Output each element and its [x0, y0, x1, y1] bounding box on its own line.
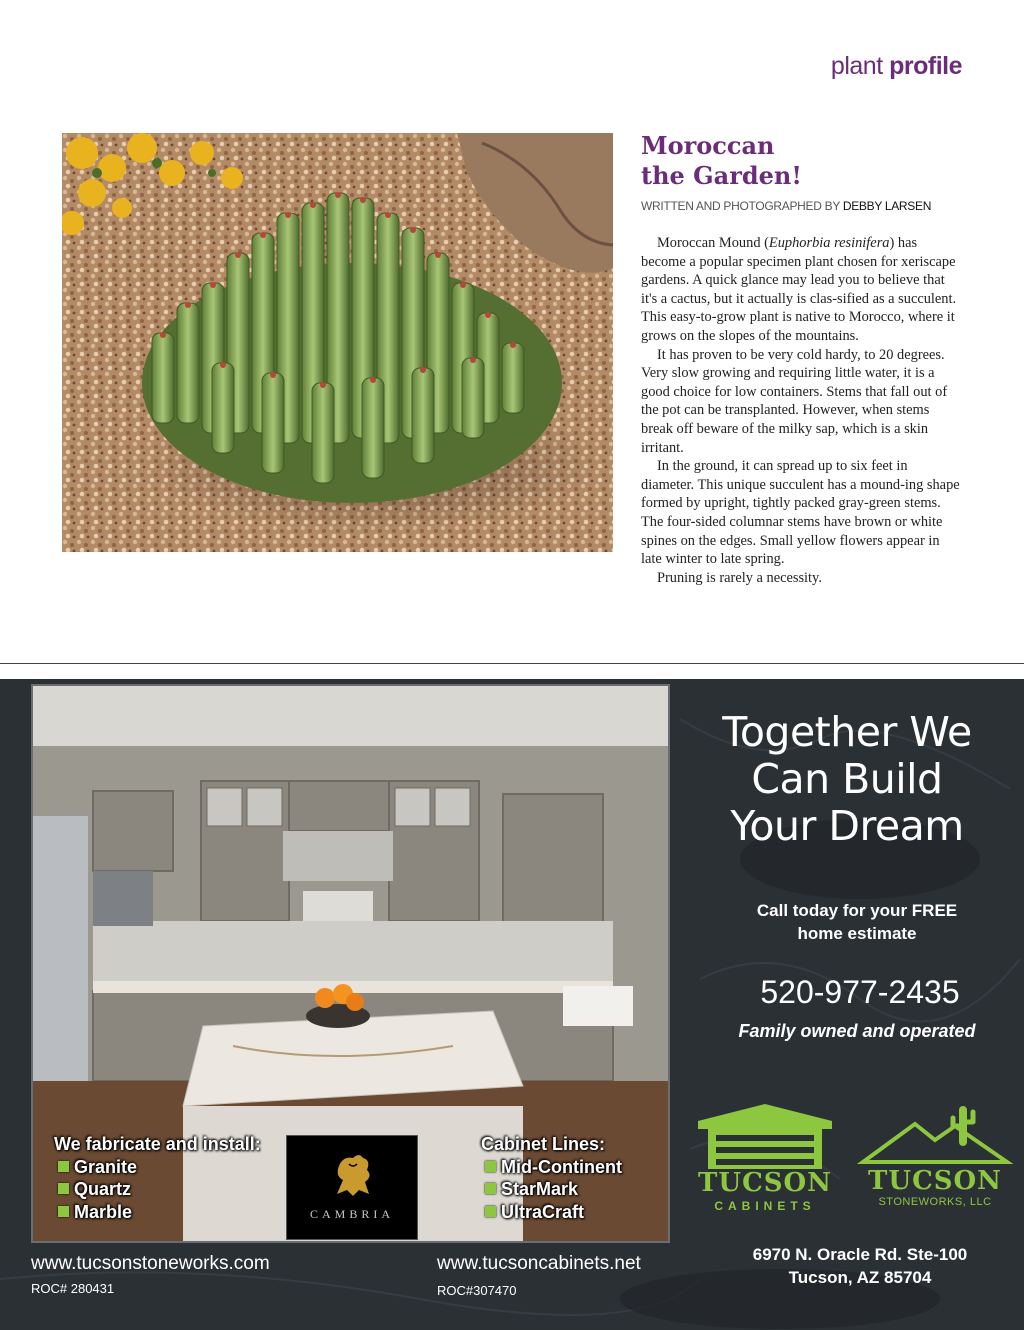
- cabinet-item: StarMark: [481, 1178, 622, 1201]
- cabinet-lines-list: [481, 1133, 622, 1223]
- tagline: Family owned and operated: [738, 1021, 976, 1041]
- cabinet-drawers-icon: [690, 1099, 840, 1169]
- advertisement: [0, 679, 1024, 1330]
- address: [700, 1243, 1020, 1289]
- stoneworks-url[interactable]: www.tucsonstoneworks.com: [31, 1253, 270, 1274]
- paragraph-2: It has proven to be very cold hardy, to 20 degrees. Very slow growing and requiring little water, it is a good choice for low containers. Stems that fall out of the pot can be transplanted. However, when stems break off beware of the milky sap, which is a skin irritant.: [641, 346, 948, 456]
- cabinets-roc: ROC#307470: [437, 1283, 517, 1298]
- headline-line-2: Can Build: [751, 755, 943, 803]
- tucson-cabinets-logo: [690, 1099, 840, 1219]
- tucson-stoneworks-logo: [855, 1104, 1015, 1214]
- paragraph-1: [641, 234, 961, 346]
- stoneworks-logo-sub: STONEWORKS, LLC: [878, 1196, 992, 1208]
- fabricate-item: Granite: [54, 1156, 261, 1179]
- p1-after: ) has become a popular specimen plant chosen for xeriscape gardens. A quick glance may lead you to believe that it's a cactus, but it actually is clas-sified as a succulent. This easy-to-grow plant is native to Morocco, where it grows on the slopes of the mountains.: [641, 235, 957, 344]
- paragraph-4: Pruning is rarely a necessity.: [657, 569, 822, 586]
- cabinet-item: UltraCraft: [481, 1201, 622, 1224]
- fabricate-list: [54, 1133, 261, 1223]
- ad-headline: [690, 709, 1004, 850]
- article-title: [641, 131, 971, 191]
- byline: [641, 199, 931, 213]
- section-label-bold: profile: [889, 52, 962, 80]
- cabinet-item: Mid-Continent: [481, 1156, 622, 1179]
- section-label: [831, 52, 962, 81]
- headline-line-1: Together We: [722, 708, 972, 756]
- byline-prefix: WRITTEN AND PHOTOGRAPHED BY: [641, 199, 843, 213]
- call-line-2: home estimate: [797, 924, 917, 943]
- section-divider: [0, 663, 1024, 664]
- fabricate-item: Marble: [54, 1201, 261, 1224]
- cambria-logo: [286, 1135, 418, 1240]
- headline-line-3: Your Dream: [730, 802, 964, 850]
- phone-number: 520-977-2435: [760, 974, 960, 1010]
- p1-before: Moroccan Mound (: [657, 235, 769, 251]
- paragraph-3: In the ground, it can spread up to six feet in diameter. This unique succulent has a mound-ing shape formed by upright, tightly packed gray-green stems. The four-sided columnar stems have brown or white spines on the edges. Small yellow flowers appear in late winter to late spring.: [641, 458, 960, 568]
- cabinets-url[interactable]: www.tucsoncabinets.net: [437, 1253, 641, 1274]
- cabinets-logo-name: TUCSON: [698, 1168, 832, 1198]
- fabricate-item: Quartz: [54, 1178, 261, 1201]
- section-label-light: plant: [830, 52, 890, 80]
- stoneworks-logo-name: TUCSON: [868, 1166, 1002, 1196]
- title-line-2: the Garden!: [641, 161, 802, 190]
- mountain-cactus-icon: [855, 1104, 1015, 1166]
- cambria-wordmark: CAMBRIA: [309, 1207, 394, 1221]
- call-line-1: Call today for your FREE: [756, 901, 958, 920]
- p1-italic: Euphorbia resinifera: [768, 235, 890, 251]
- article-body: [641, 234, 961, 587]
- cabinet-heading: Cabinet Lines:: [481, 1134, 606, 1154]
- call-to-action: [700, 899, 1014, 945]
- title-line-1: Moroccan: [641, 131, 775, 160]
- lion-emblem-icon: [329, 1150, 375, 1198]
- address-line-1: 6970 N. Oracle Rd. Ste-100: [752, 1245, 968, 1264]
- cabinets-logo-sub: CABINETS: [714, 1199, 816, 1213]
- byline-author: DEBBY LARSEN: [842, 199, 932, 213]
- address-line-2: Tucson, AZ 85704: [788, 1268, 932, 1287]
- fabricate-heading: We fabricate and install:: [54, 1134, 261, 1154]
- plant-photo: [62, 133, 613, 552]
- stoneworks-roc: ROC# 280431: [31, 1281, 115, 1296]
